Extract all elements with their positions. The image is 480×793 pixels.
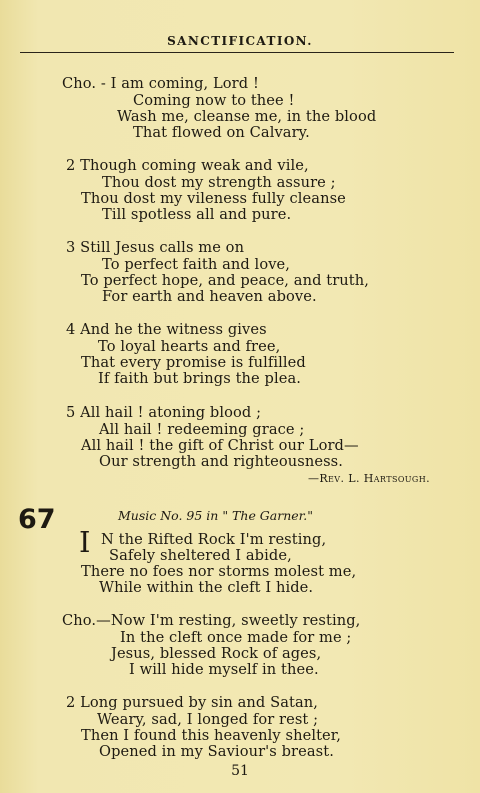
page-header: SANCTIFICATION. <box>167 34 313 48</box>
author-attribution <box>308 472 430 485</box>
verse-line: All hail ! redeeming grace ; <box>99 421 305 438</box>
verse-line: Cho.—Now I'm resting, sweetly resting, <box>62 612 361 629</box>
verse-line: Opened in my Saviour's breast. <box>99 743 334 760</box>
verse-line: 4 And he the witness gives <box>66 321 267 338</box>
verse-line: 3 Still Jesus calls me on <box>66 239 245 256</box>
verse-line: 5 All hail ! atoning blood ; <box>66 404 262 421</box>
verse-line: Coming now to thee ! <box>133 92 295 109</box>
verse-line: That every promise is fulfilled <box>81 354 306 371</box>
verse-line: That flowed on Calvary. <box>133 124 310 141</box>
verse-line: All hail ! the gift of Christ our Lord— <box>81 437 359 454</box>
verse-line: Wash me, cleanse me, in the blood <box>117 108 377 125</box>
verse-line: I will hide myself in thee. <box>129 661 319 678</box>
verse-line: Thou dost my strength assure ; <box>102 174 336 191</box>
verse-line: Jesus, blessed Rock of ages, <box>111 645 322 662</box>
author-name: —Rev. L. Hartsough. <box>307 472 430 485</box>
music-reference: Music No. 95 in " The Garner." <box>118 508 313 523</box>
verse-line: In the cleft once made for me ; <box>120 629 352 646</box>
verse-line: Cho. - I am coming, Lord ! <box>62 75 259 92</box>
verse-line: 2 Though coming weak and vile, <box>66 157 309 174</box>
verse-line: Our strength and righteousness. <box>99 453 343 470</box>
verse-line: If faith but brings the plea. <box>98 370 302 387</box>
verse-line: While within the cleft I hide. <box>99 579 314 596</box>
verse-line: To perfect hope, and peace, and truth, <box>81 272 370 289</box>
verse-line: Safely sheltered I abide, <box>109 547 292 564</box>
verse-line: Till spotless all and pure. <box>102 206 292 223</box>
verse-line: To loyal hearts and free, <box>98 338 281 355</box>
verse-line: Thou dost my vileness fully cleanse <box>81 190 346 207</box>
hymn-number: 67 <box>18 504 56 535</box>
verse-line: There no foes nor storms molest me, <box>81 563 357 580</box>
verse-line: 2 Long pursued by sin and Satan, <box>66 694 319 711</box>
header-rule <box>20 52 454 53</box>
verse-line: Weary, sad, I longed for rest ; <box>97 711 319 728</box>
verse-line: Then I found this heavenly shelter, <box>81 727 342 744</box>
verse-line: For earth and heaven above. <box>102 288 317 305</box>
verse-line: N the Rifted Rock I'm resting, <box>101 531 327 548</box>
verse-line: To perfect faith and love, <box>102 256 291 273</box>
page-number: 51 <box>231 763 249 779</box>
drop-cap-letter: I <box>79 525 91 559</box>
